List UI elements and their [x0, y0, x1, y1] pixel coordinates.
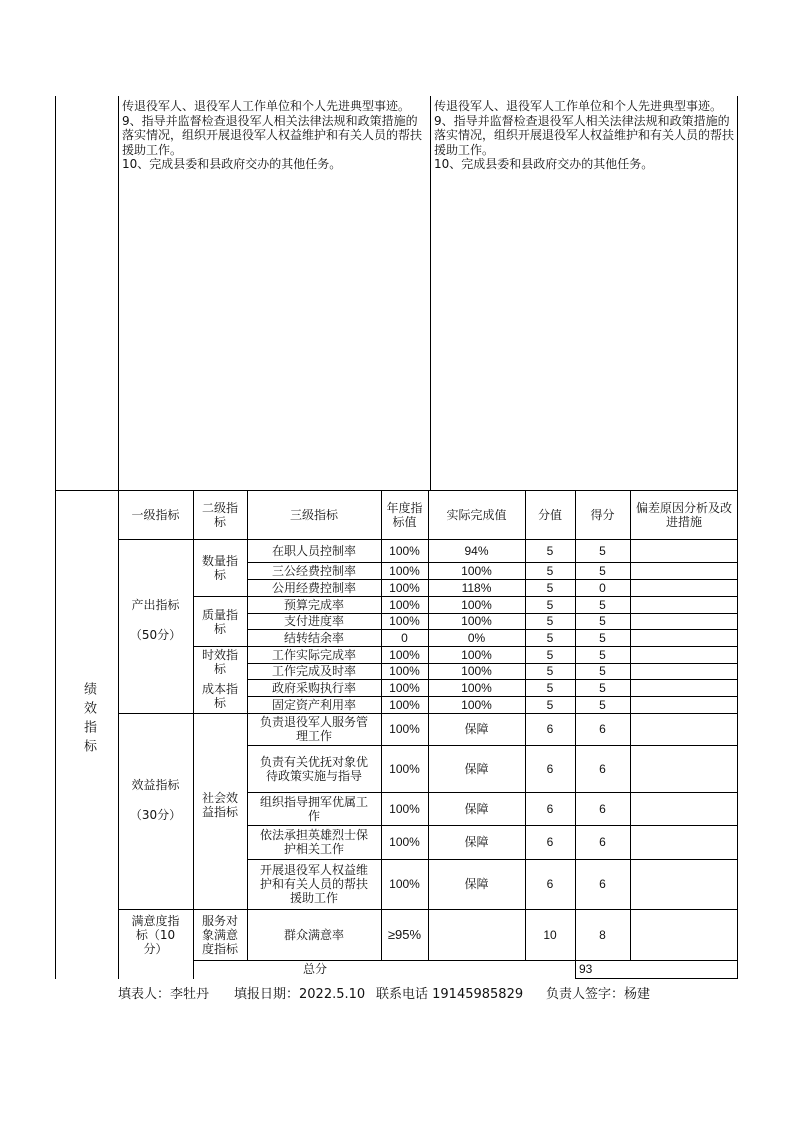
row-got: 8 [599, 927, 606, 942]
row-actual: 100% [461, 563, 492, 578]
row-score: 5 [546, 697, 554, 712]
row-got: 5 [599, 563, 606, 578]
row-got: 5 [599, 597, 606, 612]
row-annual: 100% [389, 543, 420, 558]
footer-phone: 联系电话 19145985829 [376, 987, 524, 1002]
outer-left-border [55, 96, 56, 979]
row-annual: 100% [389, 761, 420, 776]
row-actual: 保障 [464, 801, 489, 816]
row-annual: 100% [389, 722, 420, 736]
duty-line: 10、完成县委和县政府交办的其他任务。 [122, 157, 342, 172]
row-score: 6 [546, 722, 554, 736]
row-name: 工作完成及时率 [271, 664, 356, 678]
row-name: 支付进度率 [283, 614, 344, 628]
row-actual: 100% [461, 614, 492, 628]
footer-date: 填报日期：2022.5.10 [234, 987, 366, 1002]
duty-line: 传退役军人、退役军人工作单位和个人先进典型事迹。 [122, 99, 411, 113]
row-actual: 100% [461, 597, 492, 612]
row-name: 依法承担英雄烈士保护相关工作 [259, 828, 368, 856]
row-annual: 100% [389, 563, 420, 578]
row-name: 公用经费控制率 [271, 580, 356, 595]
header-score: 分值 [537, 507, 562, 522]
row-annual: 100% [389, 614, 420, 628]
level2-social: 社会效益指标 [201, 791, 238, 819]
row-actual: 118% [461, 580, 492, 595]
row-name: 在职人员控制率 [271, 543, 356, 558]
row-actual: 保障 [464, 722, 489, 736]
row-score: 5 [546, 630, 554, 645]
row-score: 5 [546, 680, 554, 695]
row-score: 5 [546, 664, 554, 678]
header-level1: 一级指标 [131, 507, 180, 522]
duty-line: 9、指导并监督检查退役军人相关法律法规和政策措施的落实情况，组织开展退役军人权益维护和有关人员的帮扶援助工作。 [434, 113, 735, 157]
row-actual: 0% [467, 630, 486, 645]
level2-quantity: 数量指标 [201, 554, 238, 582]
grid-line [118, 490, 119, 979]
row-got: 6 [599, 722, 606, 736]
row-name: 群众满意率 [283, 927, 344, 942]
row-actual: 100% [461, 664, 492, 678]
row-annual: 100% [389, 647, 420, 662]
row-got: 5 [599, 680, 606, 695]
row-score: 5 [546, 543, 554, 558]
level2-quality: 质量指标 [201, 607, 238, 636]
row-name: 固定资产利用率 [271, 697, 356, 712]
row-name: 结转结余率 [283, 630, 344, 645]
row-got: 5 [599, 630, 606, 645]
total-label: 总分 [302, 962, 327, 976]
row-score: 5 [546, 597, 554, 612]
row-got: 5 [599, 697, 606, 712]
row-annual: 100% [389, 697, 420, 712]
row-score: 5 [546, 647, 554, 662]
header-annual: 年度指标值 [386, 500, 423, 529]
header-level2: 二级指标 [201, 500, 238, 529]
row-score: 6 [546, 761, 554, 776]
row-got: 6 [599, 877, 606, 891]
row-score: 10 [543, 927, 557, 942]
row-got: 5 [599, 647, 606, 662]
total-value: 93 [579, 962, 593, 976]
header-level3: 三级指标 [289, 507, 338, 522]
row-annual: 100% [389, 801, 420, 816]
row-annual: 0 [401, 630, 408, 645]
row-name: 工作实际完成率 [271, 647, 356, 662]
row-score: 5 [546, 614, 554, 628]
row-actual: 100% [461, 647, 492, 662]
top-right-border [737, 96, 738, 490]
grid-line [247, 490, 248, 960]
duty-line: 9、指导并监督检查退役军人相关法律法规和政策措施的落实情况，组织开展退役军人权益维护和有关人员的帮扶援助工作。 [122, 113, 423, 157]
row-score: 6 [546, 835, 554, 849]
row-annual: 100% [389, 680, 420, 695]
row-got: 6 [599, 835, 606, 849]
level2-timeliness: 时效指标 [201, 648, 238, 676]
row-got: 5 [599, 664, 606, 678]
row-actual: 100% [461, 697, 492, 712]
row-score: 5 [546, 563, 554, 578]
row-name: 政府采购执行率 [271, 680, 356, 695]
row-name: 负责退役军人服务管理工作 [259, 715, 368, 743]
row-actual: 保障 [464, 761, 489, 776]
level2-cost: 成本指标 [201, 681, 238, 710]
grid-line [575, 978, 738, 979]
row-got: 5 [599, 614, 606, 628]
level1-output-score: （50分） [129, 628, 182, 642]
level1-satisfaction: 满意度指标（10分） [131, 914, 180, 956]
grid-line [193, 490, 194, 979]
grid-line [193, 960, 738, 961]
grid-line [630, 490, 631, 960]
duty-text-right [431, 99, 737, 172]
row-name: 预算完成率 [283, 597, 344, 612]
header-actual: 实际完成值 [446, 507, 507, 522]
level1-output [118, 590, 193, 650]
level1-output-label: 产出指标 [131, 598, 180, 612]
section-label: 绩效指标 [81, 682, 96, 758]
duty-line: 10、完成县委和县政府交办的其他任务。 [434, 157, 654, 172]
row-got: 5 [599, 543, 606, 558]
level1-benefit [118, 770, 193, 830]
row-annual: 100% [389, 580, 420, 595]
row-actual [428, 909, 525, 960]
row-actual: 保障 [464, 877, 489, 891]
row-got: 0 [599, 580, 606, 595]
row-name: 组织指导拥军优属工作 [259, 794, 368, 823]
level2-service: 服务对象满意度指标 [201, 913, 238, 956]
row-annual: ≥95% [387, 926, 422, 942]
row-name: 负责有关优抚对象优待政策实施与指导 [259, 754, 368, 783]
row-got: 6 [599, 761, 606, 776]
row-score: 6 [546, 801, 554, 816]
duty-line: 传退役军人、退役军人工作单位和个人先进典型事迹。 [434, 99, 723, 113]
row-actual: 100% [461, 680, 492, 695]
row-name: 开展退役军人权益维护和有关人员的帮扶援助工作 [259, 863, 368, 905]
row-score: 6 [546, 877, 554, 891]
header-deviation: 偏差原因分析及改进措施 [636, 500, 733, 529]
row-actual: 保障 [464, 835, 489, 849]
grid-line [737, 490, 738, 979]
duty-text-left [119, 99, 430, 172]
row-annual: 100% [389, 877, 420, 891]
row-annual: 100% [389, 835, 420, 849]
row-got: 6 [599, 801, 606, 816]
row-annual: 100% [389, 597, 420, 612]
row-name: 三公经费控制率 [271, 563, 356, 578]
footer-filler: 填表人：李牡丹 [118, 987, 210, 1002]
row-actual: 94% [464, 543, 489, 558]
header-got: 得分 [590, 507, 615, 522]
level1-benefit-label: 效益指标 [131, 778, 180, 792]
row-annual: 100% [389, 664, 420, 678]
footer-signer: 负责人签字：杨建 [546, 987, 651, 1002]
level1-benefit-score: （30分） [129, 808, 182, 822]
row-score: 5 [546, 580, 554, 595]
